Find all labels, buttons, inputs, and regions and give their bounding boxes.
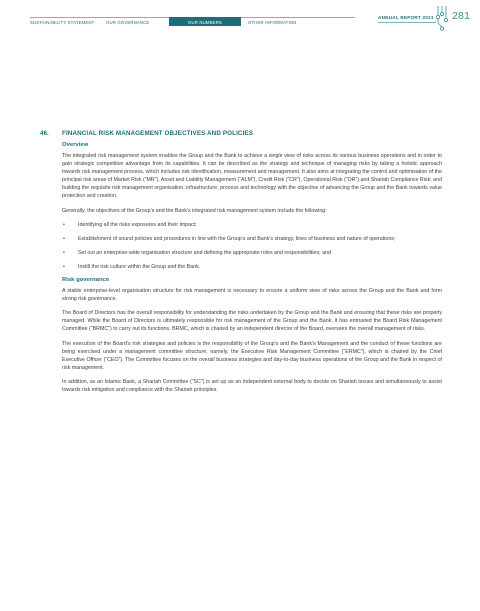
overview-paragraph-1: The integrated risk management system enables the Group and the Bank to achieve a single view of risks across its various business operations and in order to gain strategic competitive advantage from its capabilities. It can be described as the strategy and technique of managing risks by taking a holistic approach towards risk management process, which includes risk identification, measurement and management. It also aims at integrating the control and optimisation of the principal risk areas of Market Risk (“MR”), Asset and Liability Management (“ALM”), Credit Risk (“CR”), Operational Risk (“OR”) and Shariah Compliance Risk; and building the requisite risk management organisation, infrastructure, process and technology with the objective of advancing the Group and the Bank towards value protection and creation. [62,153,443,200]
list-item [62,263,442,271]
list-item [62,249,442,257]
bullet-icon: • [63,235,65,242]
section-title: FINANCIAL RISK MANAGEMENT OBJECTIVES AND POLICIES [62,130,254,137]
section-content [62,130,442,400]
list-item [62,235,442,243]
header-divider [378,22,436,23]
tab-other-information[interactable]: OTHER INFORMATION [241,17,355,26]
objective-text: Instill the risk culture within the Group and the Bank. [78,263,201,270]
overview-paragraph-2: Generally, the objectives of the Group’s and the Bank’s integrated risk management system include the following: [62,207,327,214]
circuit-logo-icon [433,6,451,32]
objective-text: Set out an enterprise-wide organisation structure and defining the appropriate roles and responsibilities; and [78,249,331,256]
objective-text: Identifying all the risks exposures and their impact; [78,221,197,228]
tab-our-governance[interactable]: OUR GOVERNANCE [99,17,169,26]
governance-paragraph-3: The execution of the Board’s risk strategies and policies is the responsibility of the Group’s and the Bank’s Management and the conduct of these functions are being exercised under a management committee structure, namely, the Executive Risk Management Committee (“ERMC”), which is chaired by the Chief Executive Officer (“CEO”). The Committee focuses on the overall business strategies and day-to-day business operations of the Group and the Bank in respect of risk management. [62,340,442,371]
section-nav [30,17,355,26]
list-item [62,221,442,229]
governance-paragraph-2: The Board of Directors has the overall responsibility for understanding the risks undertaken by the Group and the Bank and ensuring that these risks are properly managed. While the Board of Directors is ultimately responsible for risk management of the Group and the Bank, it has entrusted the Board Risk Management Committee (“BRMC”) to carry out its functions. BRMC, which is chaired by an independent director of the Board, oversees the overall management of risks. [62,310,442,333]
governance-paragraph-4: In addition, as an Islamic Bank, a Shariah Committee (“SC”) is set up as an independent external body to decide on Shariah issues and simultaneously to assist towards risk mitigation and compliance with the Shariah principles. [62,378,442,393]
report-title: ANNUAL REPORT 2021 [378,15,434,20]
section-number: 46. [40,130,49,137]
tab-our-numbers[interactable]: OUR NUMBERS [169,17,241,26]
bullet-icon: • [63,263,65,270]
bullet-icon: • [63,221,65,228]
bullet-icon: • [63,249,65,256]
tab-sustainability-statement[interactable]: SUSTAINABILITY STATEMENT [30,17,99,26]
objective-text: Establishment of sound policies and procedures in line with the Group’s and Bank’s strategy, lines of business and nature of operations; [78,235,396,242]
overview-heading: Overview [62,142,89,148]
risk-governance-heading: Risk governance [62,277,110,284]
page-number: 281 [452,10,471,22]
objectives-list [62,221,442,271]
governance-paragraph-1: A stable enterprise-level organisation structure for risk management is necessary to ensure a uniform view of risks across the Group and the Bank and form strong risk governance. [62,288,442,303]
